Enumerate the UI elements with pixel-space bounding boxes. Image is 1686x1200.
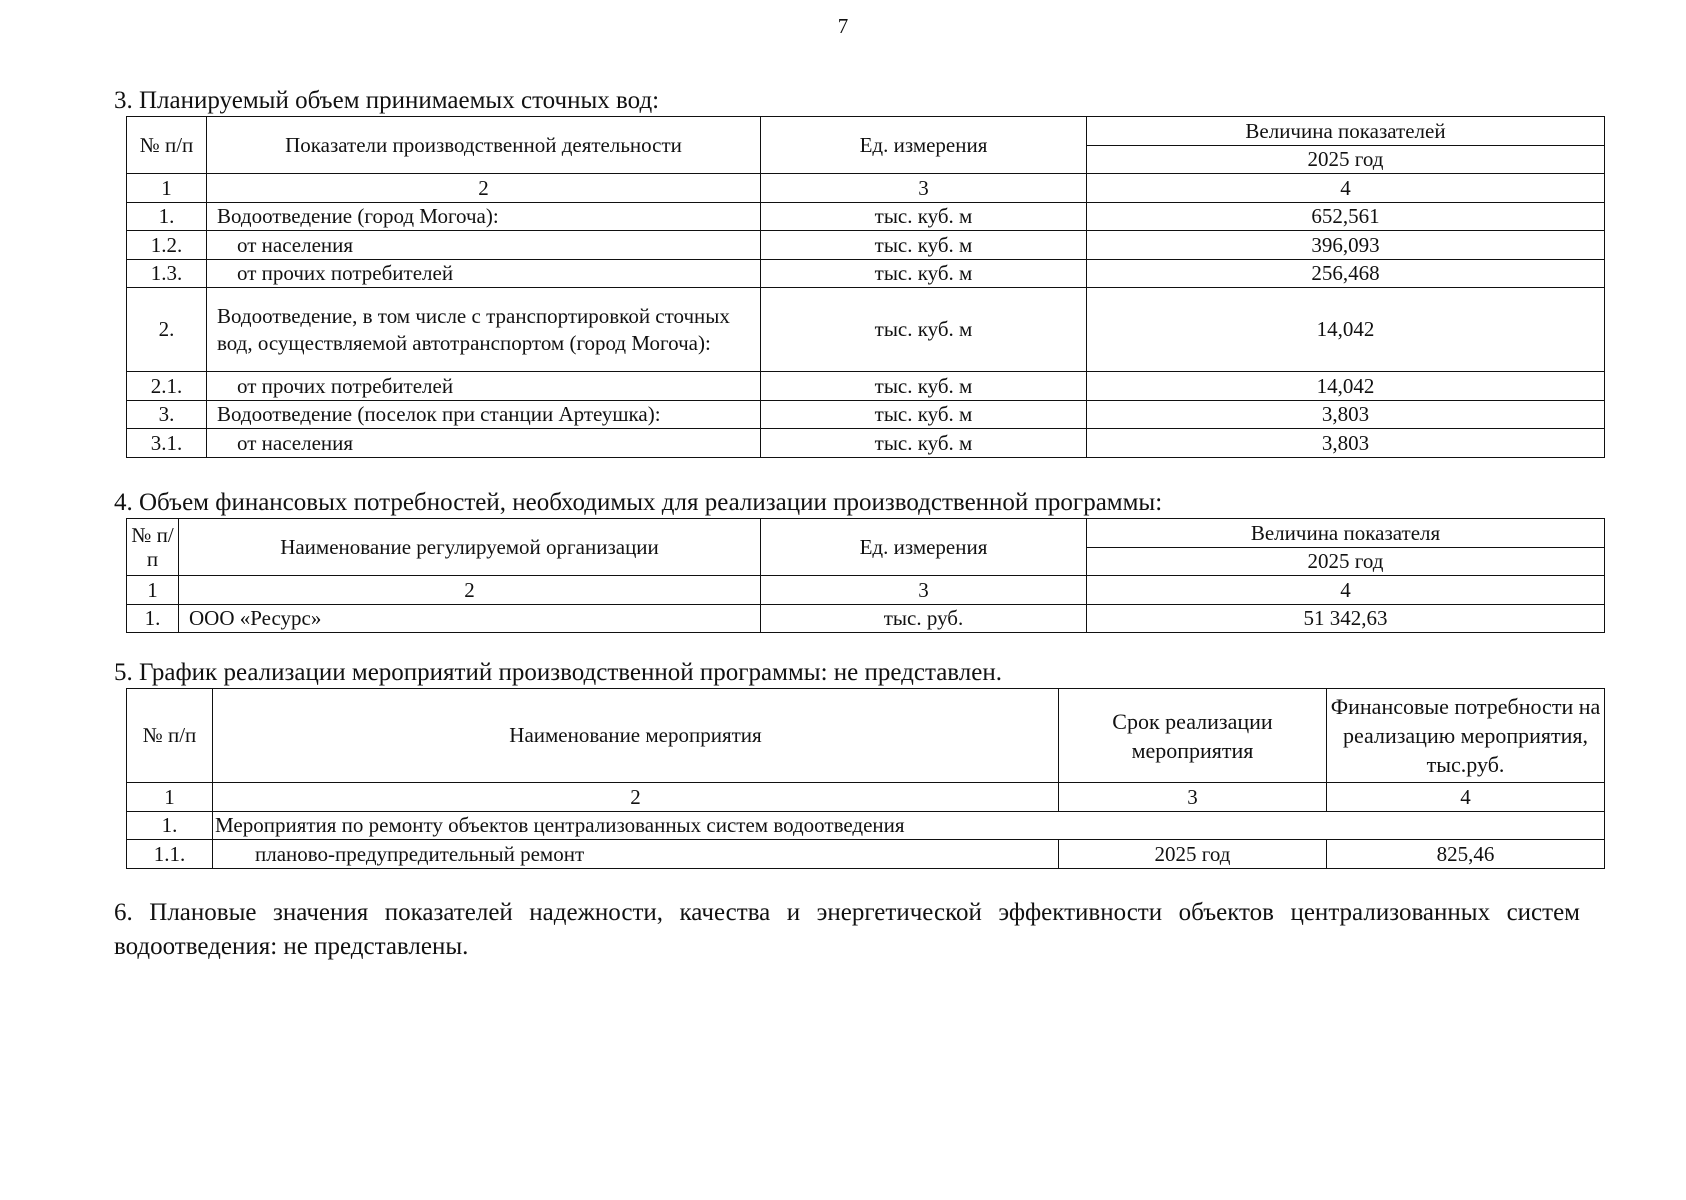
section5-heading: 5. График реализации мероприятий производственной программы: не представлен. — [114, 659, 1002, 686]
column-number-row — [127, 783, 1605, 812]
col-number: 2 — [207, 174, 761, 203]
row-value: 3,803 — [1087, 400, 1605, 429]
header-finance: Финансовые потребности на реализацию мероприятия, тыс.руб. — [1327, 689, 1605, 783]
row-num: 1. — [127, 811, 213, 840]
col-number: 4 — [1087, 576, 1605, 605]
header-num: № п/п — [127, 117, 207, 174]
header-org: Наименование регулируемой организации — [179, 519, 761, 576]
table-row — [127, 811, 1605, 840]
row-value: 3,803 — [1087, 429, 1605, 458]
table-row — [127, 231, 1605, 260]
header-num: № п/п — [127, 689, 213, 783]
col-number: 1 — [127, 174, 207, 203]
header-unit: Ед. измерения — [761, 117, 1087, 174]
table-row — [127, 372, 1605, 401]
table-row — [127, 202, 1605, 231]
header-unit: Ед. измерения — [761, 519, 1087, 576]
header-indicator: Показатели производственной деятельности — [207, 117, 761, 174]
row-num: 1. — [127, 604, 179, 633]
section4-heading: 4. Объем финансовых потребностей, необходимых для реализации производственной программы: — [114, 489, 1163, 516]
row-unit: тыс. куб. м — [761, 231, 1087, 260]
financial-needs-table — [126, 518, 1605, 633]
row-unit: тыс. куб. м — [761, 259, 1087, 288]
col-number: 2 — [213, 783, 1059, 812]
row-value: 825,46 — [1327, 840, 1605, 869]
row-value: 14,042 — [1087, 288, 1605, 372]
column-number-row — [127, 174, 1605, 203]
header-row — [127, 519, 1605, 548]
row-num: 1. — [127, 202, 207, 231]
row-name: Мероприятия по ремонту объектов централизованных систем водоотведения — [213, 811, 1605, 840]
row-num: 2.1. — [127, 372, 207, 401]
header-num: № п/п — [127, 519, 179, 576]
row-unit: тыс. куб. м — [761, 372, 1087, 401]
events-schedule-table — [126, 688, 1605, 869]
col-number: 1 — [127, 783, 213, 812]
header-row — [127, 117, 1605, 146]
row-name: ООО «Ресурс» — [179, 604, 761, 633]
row-name: Водоотведение (город Могоча): — [207, 202, 761, 231]
row-num: 2. — [127, 288, 207, 372]
row-term: 2025 год — [1059, 840, 1327, 869]
table-row — [127, 288, 1605, 372]
row-name: Водоотведение, в том числе с транспортировкой сточных вод, осуществляемой автотранспортом (город Могоча): — [207, 288, 761, 372]
row-unit: тыс. куб. м — [761, 202, 1087, 231]
header-term: Срок реализации мероприятия — [1059, 689, 1327, 783]
section6-text: 6. Плановые значения показателей надежности, качества и энергетической эффективности объектов централизованных систем водоотведения: не представлены. — [114, 899, 1580, 960]
row-name: от населения — [207, 231, 761, 260]
col-number: 3 — [761, 174, 1087, 203]
row-name: от прочих потребителей — [207, 259, 761, 288]
wastewater-volume-table — [126, 116, 1605, 458]
col-number: 3 — [1059, 783, 1327, 812]
table-row — [127, 400, 1605, 429]
row-name: от населения — [207, 429, 761, 458]
row-unit: тыс. куб. м — [761, 400, 1087, 429]
header-year: 2025 год — [1087, 547, 1605, 576]
header-value-group: Величина показателей — [1087, 117, 1605, 146]
row-unit: тыс. куб. м — [761, 429, 1087, 458]
row-num: 3.1. — [127, 429, 207, 458]
row-name: планово-предупредительный ремонт — [213, 840, 1059, 869]
table-row — [127, 840, 1605, 869]
header-year: 2025 год — [1087, 145, 1605, 174]
row-unit: тыс. куб. м — [761, 288, 1087, 372]
col-number: 4 — [1327, 783, 1605, 812]
column-number-row — [127, 576, 1605, 605]
col-number: 2 — [179, 576, 761, 605]
row-num: 1.3. — [127, 259, 207, 288]
row-unit: тыс. руб. — [761, 604, 1087, 633]
row-value: 14,042 — [1087, 372, 1605, 401]
col-number: 1 — [127, 576, 179, 605]
col-number: 3 — [761, 576, 1087, 605]
col-number: 4 — [1087, 174, 1605, 203]
row-value: 396,093 — [1087, 231, 1605, 260]
section3-heading: 3. Планируемый объем принимаемых сточных вод: — [114, 87, 660, 114]
header-event: Наименование мероприятия — [213, 689, 1059, 783]
row-value: 256,468 — [1087, 259, 1605, 288]
table-row — [127, 259, 1605, 288]
header-row — [127, 689, 1605, 783]
header-value-group: Величина показателя — [1087, 519, 1605, 548]
row-num: 3. — [127, 400, 207, 429]
table-row — [127, 429, 1605, 458]
row-value: 51 342,63 — [1087, 604, 1605, 633]
page-number: 7 — [837, 14, 849, 38]
row-name: Водоотведение (поселок при станции Артеушка): — [207, 400, 761, 429]
table-row — [127, 604, 1605, 633]
row-value: 652,561 — [1087, 202, 1605, 231]
row-num: 1.2. — [127, 231, 207, 260]
row-name: от прочих потребителей — [207, 372, 761, 401]
row-num: 1.1. — [127, 840, 213, 869]
